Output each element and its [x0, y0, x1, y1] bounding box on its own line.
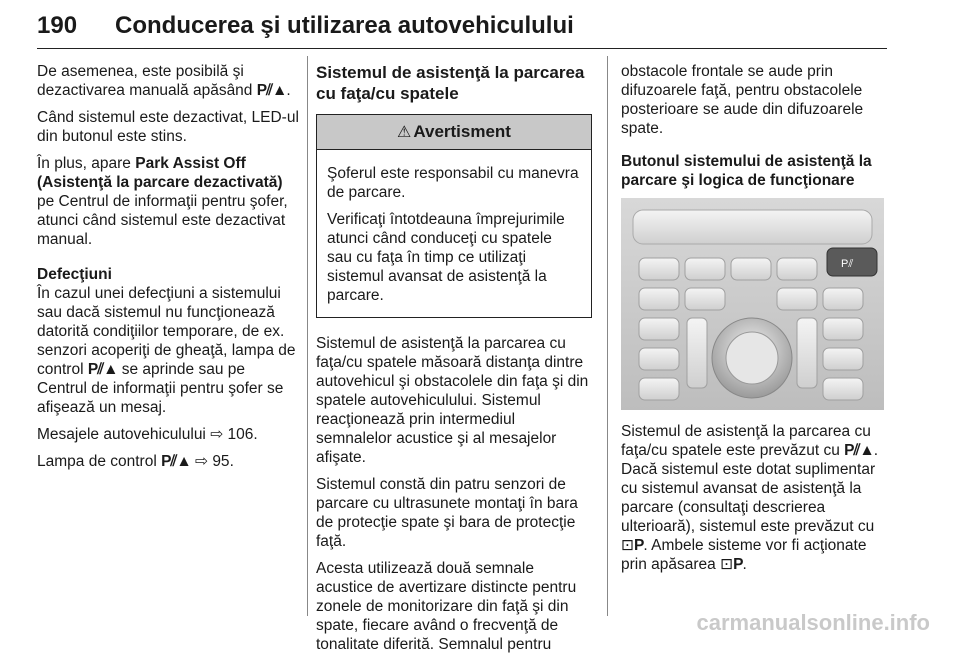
paragraph: Lampa de control P⫽▲ ⇨ 95.: [37, 453, 234, 470]
warning-header: [317, 115, 591, 150]
section-subheading: Butonul sistemului de asistenţă la parcare şi logica de funcţionare: [621, 153, 872, 189]
column-3: [621, 62, 889, 582]
paragraph: În plus, apare Park Assist Off (Asistenţă la parcare dezactivată) pe Centrul de informaţii pentru şofer, atunci când sistemul este dezactivat manual.: [37, 155, 288, 248]
park-assist-icon: P: [161, 453, 171, 470]
paragraph: De asemenea, este posibilă şi dezactivarea manuală apăsând P⫽▲.: [37, 63, 291, 99]
paragraph: Sistemul de asistenţă la parcarea cu faţa/cu spatele măsoară distanţa dintre autovehicul şi obstacolele din faţa şi din spatele autovehiculului. Sistemul reacţionează prin intermediul semnalelor acustice şi al mesajelor afişate.: [316, 335, 589, 466]
paragraph: Când sistemul este dezactivat, LED-ul din butonul este stins.: [37, 109, 299, 145]
column-1: [37, 62, 299, 479]
page-ref-icon: ⇨: [195, 453, 208, 470]
park-assist-icon: P: [844, 442, 854, 459]
park-assist-icon: P: [634, 537, 644, 554]
waves-icon: ⫽▲: [853, 442, 874, 459]
advanced-park-assist-icon: ⊡: [720, 556, 734, 573]
column-divider-2: [607, 56, 608, 616]
park-assist-icon: P: [733, 556, 743, 573]
paragraph: Sistemul constă din patru senzori de parcare cu ultrasunete montaţi în bara de protecţie spate şi bara de protecţie faţă.: [316, 476, 578, 550]
watermark: carmanualsonline.info: [696, 610, 930, 635]
section-subheading: Defecţiuni: [37, 266, 112, 283]
column-divider-1: [307, 56, 308, 616]
page-ref-link[interactable]: 95: [212, 453, 230, 470]
warning-title: Avertisment: [413, 122, 511, 141]
page-ref-icon: ⇨: [210, 426, 224, 443]
console-buttons-photo: [621, 198, 884, 410]
paragraph: Mesajele autovehiculului ⇨ 106.: [37, 426, 258, 443]
waves-icon: ⫽▲: [170, 453, 191, 470]
warning-text: Şoferul este responsabil cu manevra de parcare.: [327, 165, 579, 201]
warning-triangle-icon: ⚠: [397, 124, 412, 141]
page-title: Conducerea şi utilizarea autovehiculului: [115, 12, 574, 39]
waves-icon: ⫽▲: [97, 361, 118, 378]
park-assist-icon: P: [256, 82, 267, 99]
warning-box: [316, 114, 592, 318]
waves-icon: ⫽▲: [266, 82, 287, 99]
park-assist-icon: P: [87, 361, 98, 378]
page-ref-link[interactable]: 106: [227, 426, 254, 443]
paragraph: Sistemul de asistenţă la parcarea cu faţa/cu spatele este prevăzut cu P⫽▲. Dacă sistemul este dotat suplimentar cu sistemul avansat de asistenţă la parcare (consultaţi descrierea ulterioară), sistemul este prevăzut cu ⊡P. Ambele sisteme vor fi acţionate prin apăsarea ⊡P.: [621, 423, 879, 573]
advanced-park-assist-icon: ⊡: [621, 537, 634, 554]
paragraph: Acesta utilizează două semnale acustice de avertizare distincte pentru zonele de monitorizare din faţă şi din spate, fiecare având o frecvenţă de tonalitate diferită. Semnalul pentru: [316, 560, 577, 653]
column-2: [316, 62, 592, 662]
page-number: 190: [37, 12, 78, 39]
console-top-strip: [633, 210, 872, 244]
park-assist-button-glyph: P⫽: [841, 258, 854, 270]
section-heading: Sistemul de asistenţă la parcarea cu faţa/cu spatele: [316, 63, 585, 103]
paragraph: obstacole frontale se aude prin difuzoarele faţă, pentru obstacolele posterioare se aude din difuzoarele spate.: [621, 63, 864, 137]
warning-body: [317, 150, 591, 317]
paragraph: Defecţiuni În cazul unei defecţiuni a sistemului sau dacă sistemul nu funcţionează datorită condiţiilor temporare, de ex. senzori acoperiţi de gheaţă, lampa de control P⫽▲ se aprinde sau pe Centrul de informaţii pentru şofer se afişează un mesaj.: [37, 265, 299, 417]
page-header: [37, 4, 887, 49]
warning-text: Verificaţi întotdeauna împrejurimile atunci când conduceţi cu spatele sau cu faţa în timp ce utilizaţi sistemul avansat de asistenţă la parcare.: [327, 211, 565, 304]
